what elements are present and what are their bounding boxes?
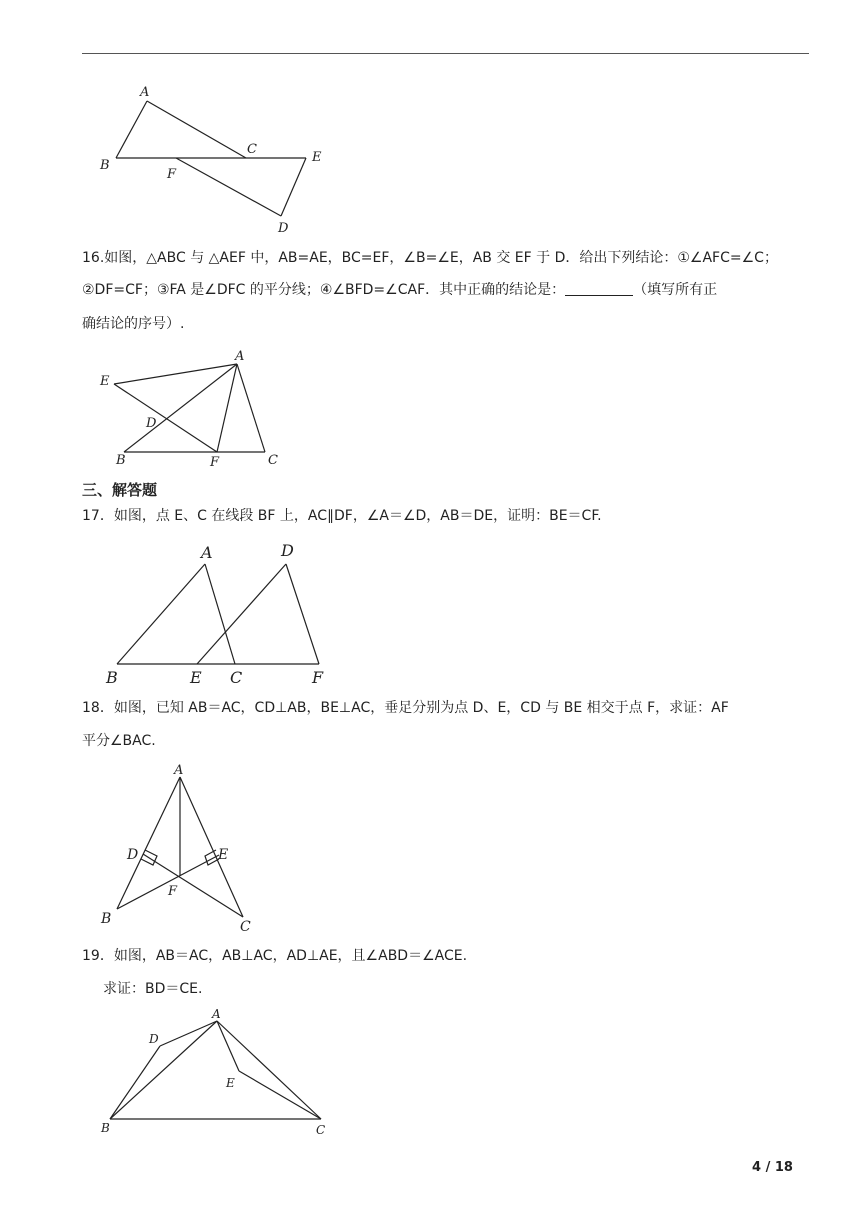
figure-q17 (0, 536, 860, 686)
q19-line1: 19．如图，AB＝AC，AB⊥AC，AD⊥AE，且∠ABD＝∠ACE. (82, 948, 468, 964)
label-E: E (312, 150, 322, 165)
figure-q18 (0, 760, 860, 940)
label-C: C (268, 453, 278, 468)
page-number: 4 / 18 (752, 1160, 793, 1175)
label-B: B (101, 911, 112, 927)
label-F: F (312, 668, 324, 687)
answer-blank (565, 281, 633, 296)
q16-line2 (82, 280, 717, 300)
label-A: A (201, 543, 213, 562)
label-B: B (106, 668, 118, 687)
label-F: F (210, 455, 220, 470)
label-B: B (101, 1121, 110, 1135)
label-C: C (247, 142, 257, 157)
label-E: E (226, 1076, 235, 1090)
label-F: F (168, 884, 178, 899)
q19-line2: 求证：BD＝CE. (103, 981, 203, 997)
label-B: B (116, 453, 126, 468)
label-A: A (140, 85, 150, 100)
label-D: D (149, 1032, 159, 1046)
label-D: D (281, 541, 294, 560)
label-E: E (100, 374, 110, 389)
label-E: E (218, 847, 229, 863)
figure-q15 (0, 0, 860, 240)
q16-line1: 16.如图，△ABC 与 △AEF 中，AB=AE，BC=EF，∠B=∠E，AB 交 EF 于 D．给出下列结论：①∠AFC=∠C； (82, 250, 778, 266)
q18-line1: 18．如图，已知 AB＝AC，CD⊥AB，BE⊥AC，垂足分别为点 D、E，CD 与 BE 相交于点 F，求证：AF (82, 700, 729, 716)
figure-q19 (0, 1000, 860, 1150)
label-C: C (316, 1123, 326, 1137)
q18-line2: 平分∠BAC. (82, 733, 156, 749)
section-heading: 三、解答题 (82, 481, 158, 499)
label-F: F (167, 167, 177, 182)
label-A: A (212, 1007, 221, 1021)
q16-line2a: ②DF=CF；③FA 是∠DFC 的平分线；④∠BFD=∠CAF．其中正确的结论是： (82, 282, 566, 298)
label-C: C (230, 668, 243, 687)
q17-text: 17．如图，点 E、C 在线段 BF 上，AC∥DF，∠A＝∠D，AB＝DE，证明：BE＝CF. (82, 508, 602, 524)
label-A: A (174, 763, 184, 778)
q16-line3: 确结论的序号）. (82, 316, 185, 332)
q16-line2b: （填写所有正 (633, 282, 718, 298)
label-B: B (100, 158, 110, 173)
label-E: E (190, 668, 202, 687)
label-D: D (127, 847, 139, 863)
label-D: D (146, 416, 157, 431)
label-D: D (278, 221, 289, 236)
label-A: A (235, 349, 245, 364)
figure-q16 (0, 340, 860, 470)
label-C: C (240, 919, 251, 935)
